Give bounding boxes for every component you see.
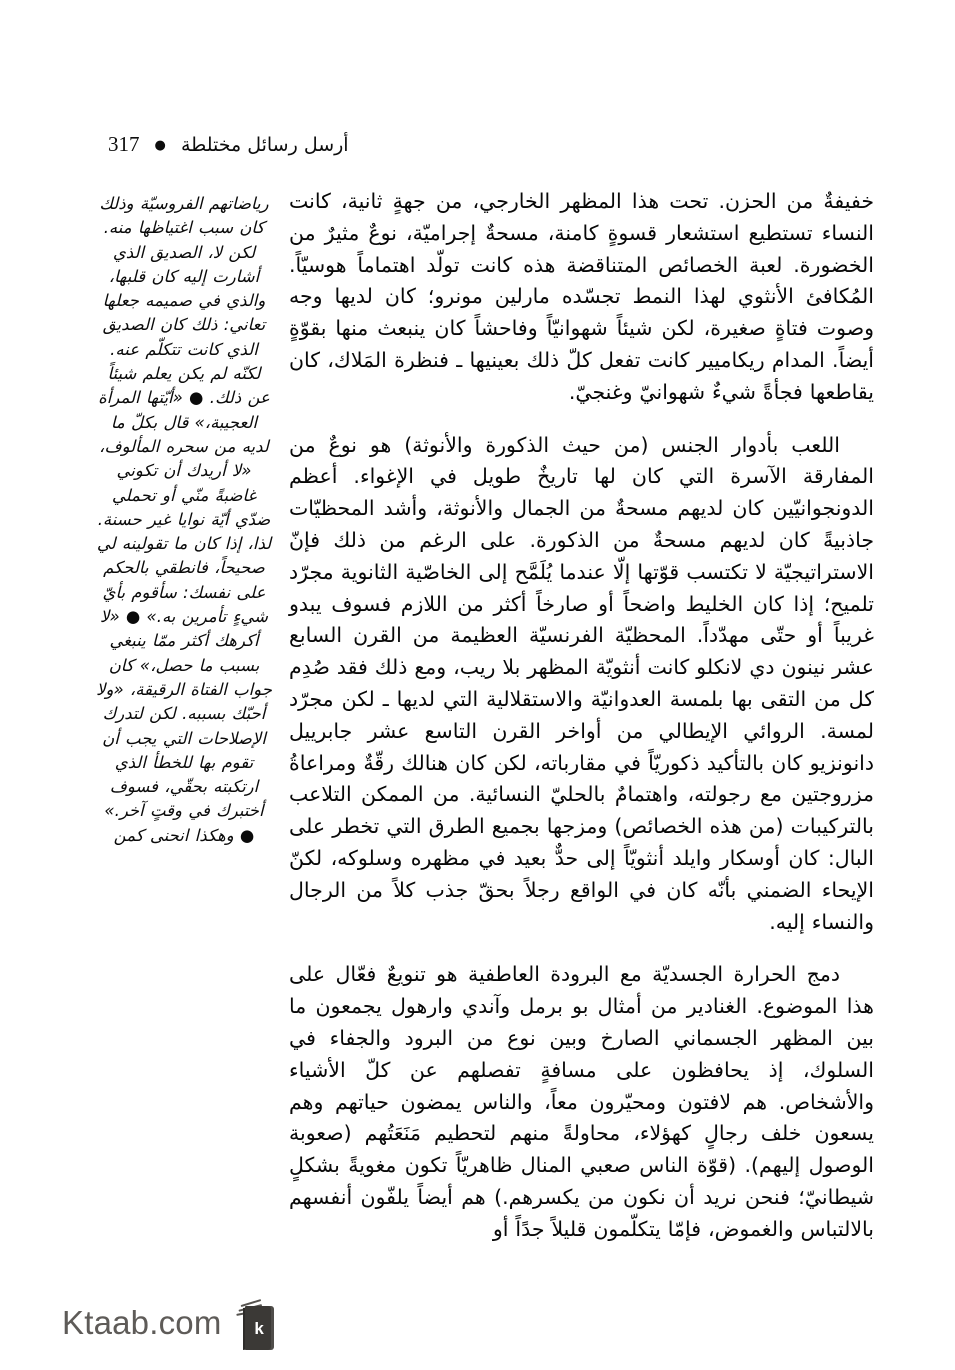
main-text-column: [289, 186, 874, 1246]
watermark-logo-letter: k: [254, 1318, 264, 1338]
running-head-separator-icon: ●: [154, 138, 166, 153]
sidebar-marginal-note: [96, 192, 272, 848]
watermark: [62, 1292, 282, 1354]
running-head: [108, 132, 528, 157]
paragraph: خفيفةٌ من الحزن. تحت هذا المظهر الخارجي، من جهةٍ ثانية، كانت النساء تستطيع استشعار قسوةٍ كامنة، مسحةٌ إجراميّة، نوعٌ مثيرٌ من الخضورة. لعبة الخصائص المتناقضة هذه كانت تولّد اهتماماً هوسيّاً. المُكافئ الأنثوي لهذا النمط تجسّده مارلين مونرو؛ كان لديها وجه وصوت فتاةٍ صغيرة، لكن شيئاً شهوانيّاً وفاحشاً كان ينبعث منها بقوّةٍ أيضاً. المدام ريكاميير كانت تفعل كلّ ذلك بعينيها ـ فنظرة المَلاك، كان يقاطعها فجأةً شيءٌ شهوانيّ وغنجيّ.: [289, 189, 874, 404]
running-head-chapter-title: أرسل رسائل مختلطة: [180, 134, 349, 156]
watermark-site-name: Ktaab.com: [62, 1304, 222, 1341]
page-body: [96, 186, 874, 1281]
book-icon: [236, 1296, 282, 1350]
paragraph: اللعب بأدوار الجنس (من حيث الذكورة والأنوثة) هو نوعٌ من المفارقة الآسرة التي كان لها تاريخٌ طويل في الإغواء. أعظم الدونجوانيّين كان لديهم مسحةٌ من الجمال والأنوثة، وأشد المحظيّات جاذبيةً كان لديهم مسحةٌ من الذكورة. على الرغم من ذلك فإنّ الاستراتيجيّة لا تكتسب قوّتها إلّا عندما يُلَمَّح إلى الخاصّية الثانوية مجرّد تلميح؛ إذا كان الخليط واضحاً أو صارخاً أكثر من اللازم فسوف يبدو غريباً أو حتّى مهدّداً. المحظيّة الفرنسيّة العظيمة من القرن السابع عشر نينون دي لانكلو كانت أنثويّة المظهر بلا ريب، ومع ذلك فقد صُدِم كل من التقى بها بلمسة العدوانيّة والاستقلالية التي لديها ـ لكن مجرّد لمسة. الروائي الإيطالي من أواخر القرن التاسع عشر جابرييل دانونزيو كان بالتأكيد ذكوريّاً في مقارباته، لكن كان هنالك رقّةٌ ومراعاةُ مزروجتين مع رجولته، واهتمامٌ بالحليّ النسائية. من الممكن التلاعب بالتركيبات (من هذه الخصائص) ومزجها بجميع الطرق التي تخطر على البال: كان أوسكار وايلد أنثويّاً إلى حدٌّ بعيد في مظهره وسلوكه، لكنّ الإيحاء الضمني بأنّه كان في الواقع رجلاً بحقّ جذب كلاً من الرجال والنساء إليه.: [289, 432, 874, 934]
page-number: 317: [108, 132, 140, 156]
sidebar-note-text: رياضاتهم الفروسيّة وذلك كان سبب اغتياظها منه. لكن لا، الصديق الذي أشارت إليه كان قلبها، والذي في صميمه جعلها تعاني: ذلك كان الصديق الذي كانت تتكلّم عنه. لكنّه لم يكن يعلم شيئاً عن ذلك. ● «أيّتها المرأة العجيبة،» قال بكلّ ما لديه من سحره المألوف، «لا أريدك أن تكوني غاضبةً منّي أو تحملي ضدّي أيّة نوايا غير حسنة. لذا، إذا كان ما تقولينه لي صحيحاً، فانطقي بالحكم على نفسك: سأقوم بأيّ شيءٍ تأمرين به.» ● «لا أكرهك أكثر ممّا ينبغي بسبب ما حصل،» كان جواب الفتاة الرقيقة، «ولا أحبّك بسببه. لكن لتدرك الإصلاحات التي يجب أن تقوم بها للخطأ الذي ارتكبته بحقّي، فسوف أختبرك في وقتٍ آخر.» ● وهكذا انحنى كمن: [96, 194, 272, 845]
paragraph: دمج الحرارة الجسديّة مع البرودة العاطفية هو تنويعٌ فعّال على هذا الموضوع. الغنادير من أمثال بو برمل وآندي وارهول يجمعون ما بين المظهر الجسماني الصارخ وبين نوع من البرود والجفاء في السلوك، إذ يحافظون على مسافةٍ تفصلهم عن كلّ الأشياء والأشخاص. هم لافتون ومحيّرون معاً، والناس يمضون حياتهم وهم يسعون خلف رجالٍ كهؤلاء، محاولةً منهم لتحطيم مَنَعَتُهم (صعوبة الوصول إليهم). (قوّة الناس صعبي المنال ظاهريّاً تكون مغويةً بشكلٍ شيطانيّ؛ فنحن نريد أن نكون من يكسرهم.) هم أيضاً يلفّون أنفسهم بالالتباس والغموض، فإمّا يتكلّمون قليلاً جدًاً أو: [289, 962, 874, 1241]
